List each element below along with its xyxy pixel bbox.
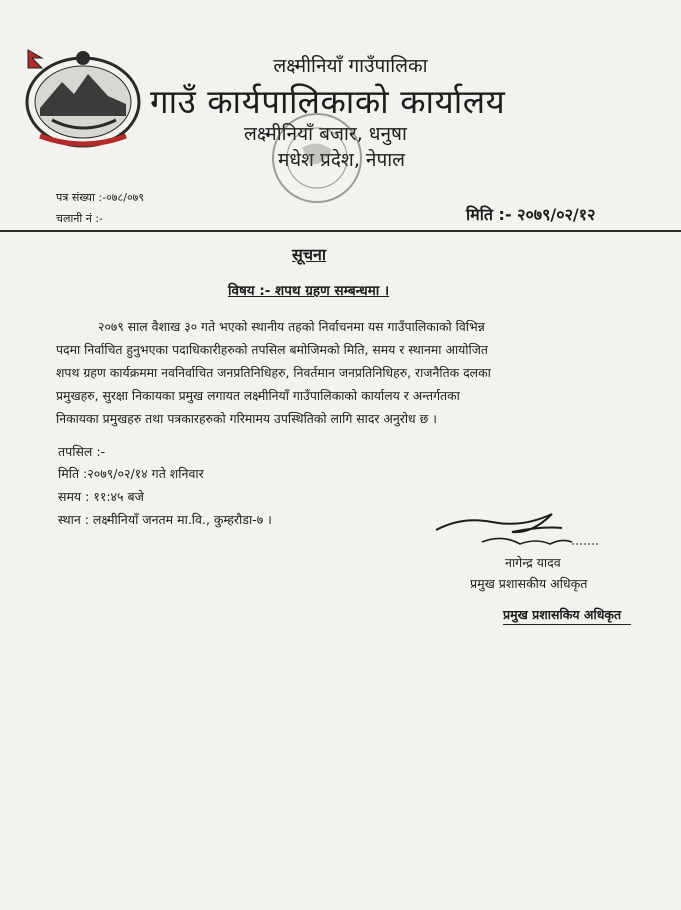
dispatch-number: चलानी नं :- <box>56 212 104 225</box>
signatory-title: प्रमुख प्रशासकीय अधिकृत <box>470 576 588 591</box>
designation-stamp-underline <box>503 624 631 625</box>
header-divider <box>0 230 681 232</box>
official-round-stamp-icon <box>262 108 372 208</box>
event-date: मिति :२०७९/०२/१४ गते शनिवार <box>58 466 204 481</box>
office-name: गाउँ कार्यपालिकाको कार्यालय <box>150 82 506 121</box>
event-venue: स्थान : लक्ष्मीनियाँ जनतम मा.वि., कुम्हरौडा-७ । <box>58 512 272 527</box>
notice-title: सूचना <box>292 245 327 264</box>
event-time: समय : ११:४५ बजे <box>58 489 144 504</box>
office-address: लक्ष्मीनियाँ बजार, धनुषा <box>244 123 407 145</box>
signatory-name: नागेन्द्र यादव <box>505 555 561 570</box>
letter-date: मिति :- २०७९/०२/१२ <box>466 205 596 224</box>
details-heading: तपसिल :- <box>58 444 106 459</box>
notice-subject: विषय :- शपथ ग्रहण सम्बन्धमा । <box>228 283 390 299</box>
body-line: प्रमुखहरु, सुरक्षा निकायका प्रमुख लगायत लक्ष्मीनियाँ गाउँपालिकाको कार्यालय र अन्तर्गतका <box>56 388 460 403</box>
handwritten-signature-icon <box>432 508 602 558</box>
designation-stamp: प्रमुख प्रशासकिय अधिकृत <box>503 607 622 622</box>
body-line: पदमा निर्वाचित हुनुभएका पदाधिकारीहरुको तपसिल बमोजिमको मिति, समय र स्थानमा आयोजित <box>56 342 488 357</box>
municipality-name: लक्ष्मीनियाँ गाउँपालिका <box>273 55 428 77</box>
body-line: शपथ ग्रहण कार्यक्रममा नवनिर्वाचित जनप्रतिनिधिहरु, निवर्तमान जनप्रतिनिधिहरु, राजनैतिक दलका <box>56 365 491 380</box>
body-line: २०७९ साल वैशाख ३० गते भएको स्थानीय तहको निर्वाचनमा यस गाउँपालिकाको विभिन्न <box>98 319 485 334</box>
province-name: मधेश प्रदेश, नेपाल <box>278 149 406 171</box>
reference-number: पत्र संख्या :-०७८/०७९ <box>56 191 145 204</box>
body-line: निकायका प्रमुखहरु तथा पत्रकारहरुको गरिमामय उपस्थितिको लागि सादर अनुरोध छ । <box>56 411 437 426</box>
